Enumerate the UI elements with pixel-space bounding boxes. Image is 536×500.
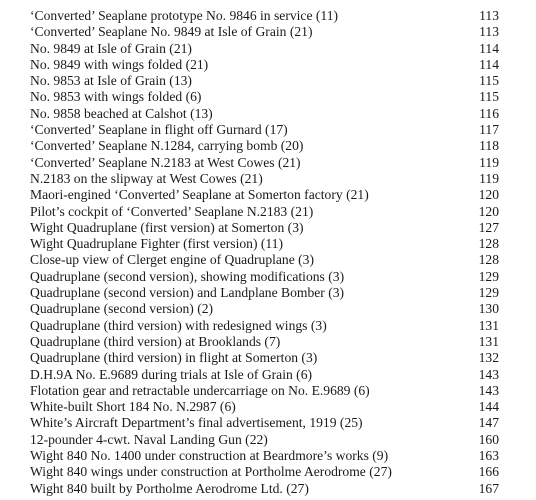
list-entry (0, 318, 536, 334)
list-entry (0, 24, 536, 40)
entry-page-number: 119 (479, 154, 499, 170)
list-entry (0, 73, 536, 89)
list-entry (0, 448, 536, 464)
entry-caption: White’s Aircraft Department’s final advertisement, 1919 (25) (30, 415, 363, 431)
entry-caption: No. 9853 at Isle of Grain (13) (30, 73, 192, 89)
entry-caption: Flotation gear and retractable undercarriage on No. E.9689 (6) (30, 382, 370, 398)
list-entry (0, 383, 536, 399)
entry-caption: Maori-engined ‘Converted’ Seaplane at Somerton factory (21) (30, 187, 369, 203)
list-entry (0, 155, 536, 171)
list-entry (0, 367, 536, 383)
entry-caption: White-built Short 184 No. N.2987 (6) (30, 399, 236, 415)
entry-page-number: 113 (479, 24, 499, 40)
entry-caption: ‘Converted’ Seaplane prototype No. 9846 in service (11) (30, 8, 339, 23)
list-entry (0, 415, 536, 431)
entry-page-number: 147 (478, 415, 499, 431)
entry-page-number: 115 (479, 73, 499, 89)
entry-caption: No. 9849 at Isle of Grain (21) (30, 40, 192, 56)
entry-page-number: 118 (479, 138, 499, 154)
entry-page-number: 143 (478, 366, 499, 382)
list-entry (0, 138, 536, 154)
list-entry (0, 464, 536, 480)
illustrations-list (0, 8, 536, 497)
list-entry (0, 399, 536, 415)
list-entry (0, 57, 536, 73)
list-entry (0, 122, 536, 138)
entry-caption: No. 9853 with wings folded (6) (30, 89, 202, 105)
entry-caption: Pilot’s cockpit of ‘Converted’ Seaplane N.2183 (21) (30, 203, 314, 219)
entry-caption: Quadruplane (third version) in flight at Somerton (3) (30, 350, 318, 366)
list-entry (0, 220, 536, 236)
list-entry (0, 481, 536, 497)
list-entry (0, 187, 536, 203)
entry-caption: D.H.9A No. E.9689 during trials at Isle of Grain (6) (30, 366, 313, 382)
entry-caption: Quadruplane (second version) (2) (30, 301, 214, 317)
entry-caption: Wight 840 built by Portholme Aerodrome Ltd. (27) (30, 480, 309, 496)
entry-page-number: 163 (478, 448, 499, 464)
entry-caption: Quadruplane (third version) with redesigned wings (3) (30, 317, 327, 333)
list-entry (0, 269, 536, 285)
entry-page-number: 113 (479, 8, 499, 23)
entry-page-number: 127 (478, 219, 499, 235)
entry-caption: Quadruplane (second version), showing modifications (3) (30, 268, 345, 284)
entry-page-number: 128 (478, 252, 499, 268)
list-entry (0, 350, 536, 366)
list-entry (0, 236, 536, 252)
list-entry (0, 41, 536, 57)
entry-caption: Wight Quadruplane (first version) at Somerton (3) (30, 219, 304, 235)
entry-page-number: 129 (478, 285, 499, 301)
list-entry (0, 8, 536, 24)
entry-caption: Wight 840 wings under construction at Portholme Aerodrome (27) (30, 464, 392, 480)
list-entry (0, 432, 536, 448)
entry-page-number: 116 (479, 105, 499, 121)
entry-caption: ‘Converted’ Seaplane N.1284, carrying bomb (20) (30, 138, 304, 154)
entry-page-number: 167 (478, 480, 499, 496)
entry-page-number: 130 (478, 301, 499, 317)
entry-page-number: 166 (478, 464, 499, 480)
entry-page-number: 131 (478, 317, 499, 333)
entry-page-number: 120 (478, 203, 499, 219)
list-entry (0, 171, 536, 187)
entry-page-number: 120 (478, 187, 499, 203)
entry-caption: Close-up view of Clerget engine of Quadruplane (3) (30, 252, 315, 268)
entry-page-number: 144 (478, 399, 499, 415)
list-entry (0, 106, 536, 122)
entry-page-number: 160 (478, 431, 499, 447)
entry-caption: Wight Quadruplane Fighter (first version) (11) (30, 236, 284, 252)
entry-caption: Wight 840 No. 1400 under construction at Beardmore’s works (9) (30, 448, 389, 464)
entry-caption: Quadruplane (second version) and Landplane Bomber (3) (30, 285, 345, 301)
entry-page-number: 132 (478, 350, 499, 366)
entry-caption: Quadruplane (third version) at Brooklands (7) (30, 333, 281, 349)
list-entry (0, 89, 536, 105)
entry-caption: No. 9858 beached at Calshot (13) (30, 105, 213, 121)
list-entry (0, 285, 536, 301)
entry-caption: N.2183 on the slipway at West Cowes (21) (30, 170, 263, 186)
entry-page-number: 117 (479, 122, 499, 138)
entry-page-number: 119 (479, 170, 499, 186)
list-entry (0, 252, 536, 268)
entry-caption: ‘Converted’ Seaplane N.2183 at West Cowes (21) (30, 154, 301, 170)
entry-page-number: 114 (479, 56, 499, 72)
entry-page-number: 114 (479, 40, 499, 56)
list-entry (0, 334, 536, 350)
entry-caption: ‘Converted’ Seaplane No. 9849 at Isle of Grain (21) (30, 24, 313, 40)
entry-page-number: 128 (478, 236, 499, 252)
entry-caption: No. 9849 with wings folded (21) (30, 56, 209, 72)
entry-page-number: 131 (478, 333, 499, 349)
list-entry (0, 301, 536, 317)
list-entry (0, 204, 536, 220)
entry-page-number: 143 (478, 382, 499, 398)
entry-page-number: 115 (479, 89, 499, 105)
entry-page-number: 129 (478, 268, 499, 284)
entry-caption: 12-pounder 4-cwt. Naval Landing Gun (22) (30, 431, 268, 447)
entry-caption: ‘Converted’ Seaplane in flight off Gurnard (17) (30, 122, 288, 138)
